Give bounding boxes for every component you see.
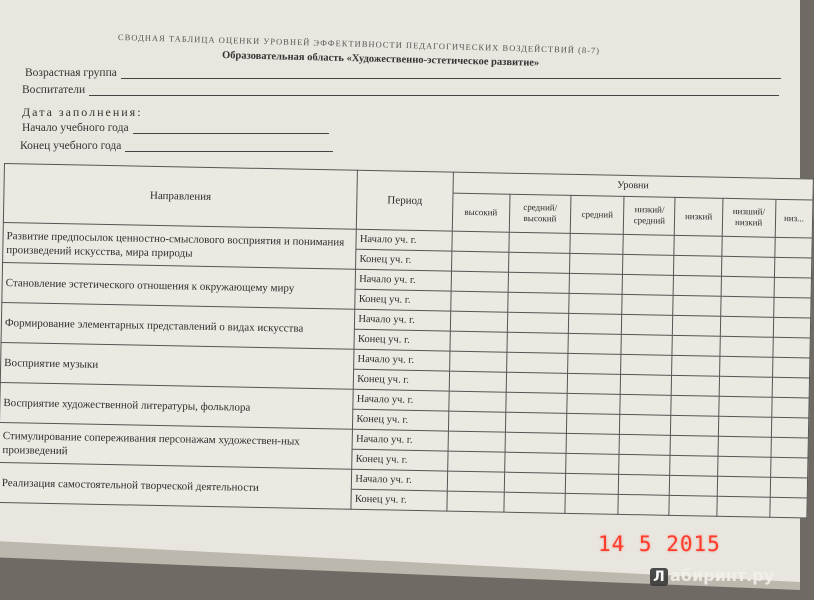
level-cell[interactable] [674,255,722,276]
level-cell[interactable] [721,236,775,257]
level-cell[interactable] [570,233,624,254]
level-cell[interactable] [619,474,671,495]
level-cell[interactable] [565,493,619,514]
level-cell[interactable] [566,433,620,454]
direction-cell: Восприятие музыки [0,342,354,389]
level-mid: средний [570,195,624,234]
period-cell: Конец уч. г. [356,249,452,271]
level-cell[interactable] [775,237,813,258]
level-high: высокий [452,193,510,232]
level-cell[interactable] [619,454,671,475]
period-cell: Начало уч. г. [352,429,448,451]
level-cell[interactable] [771,417,809,438]
level-lowest-low: низший/ низкий [722,198,776,237]
level-cell[interactable] [506,372,568,393]
level-cell[interactable] [450,331,508,352]
year-start-field [22,122,329,134]
level-cell[interactable] [621,354,673,375]
period-cell: Конец уч. г. [354,329,450,351]
level-cell[interactable] [509,232,571,253]
level-cell[interactable] [570,253,624,274]
level-cell[interactable] [773,297,811,318]
level-cell[interactable] [771,437,809,458]
level-cell[interactable] [508,252,570,273]
level-cell[interactable] [448,391,506,412]
level-cell[interactable] [721,276,775,297]
direction-cell: Формирование элементарных представлений о видах искусства [1,302,355,349]
level-cell[interactable] [671,415,719,436]
level-cell[interactable] [452,231,510,252]
level-cell[interactable] [718,416,772,437]
direction-cell: Развитие предпосылок ценностно-смыслового восприятия и понимания произведений искусства, мира природы [3,222,357,269]
document-title: СВОДНАЯ ТАБЛИЦА ОЦЕНКИ УРОВНЕЙ ЭФФЕКТИВНОСТИ ПЕДАГОГИЧЕСКИХ ВОЗДЕЙСТВИЙ (8-7) [117,32,601,56]
level-cell[interactable] [622,294,674,315]
period-cell: Начало уч. г. [355,269,451,291]
level-cell[interactable] [506,352,568,373]
period-header: Период [357,170,453,231]
year-end-label: Конец учебного года [20,140,122,152]
level-cell[interactable] [506,392,568,413]
level-cell[interactable] [770,477,808,498]
age-group-line [121,78,781,79]
level-cell[interactable] [717,476,771,497]
level-cell[interactable] [622,314,674,335]
level-cell[interactable] [674,235,722,256]
level-cell[interactable] [670,475,718,496]
teachers-field [22,84,779,96]
level-low: низкий [675,197,723,236]
level-cell[interactable] [620,414,672,435]
level-cell[interactable] [718,436,772,457]
level-cell[interactable] [566,453,620,474]
level-cell[interactable] [505,432,567,453]
level-cell[interactable] [568,313,622,334]
period-cell: Конец уч. г. [355,289,451,311]
level-cell[interactable] [447,491,505,512]
year-end-line [125,151,333,152]
year-end-field [20,140,333,152]
level-cell[interactable] [774,257,812,278]
level-cell[interactable] [566,413,620,434]
level-cell[interactable] [451,271,509,292]
level-cell[interactable] [569,293,623,314]
level-cell[interactable] [568,353,622,374]
period-cell: Конец уч. г. [353,409,449,431]
level-mid-high: средний/ высокий [509,194,571,233]
level-cell[interactable] [720,296,774,317]
direction-cell: Реализация самостоятельной творческой деятельности [0,462,352,509]
age-group-field [25,67,781,79]
year-start-line [133,133,329,134]
levels-header: Уровни [453,172,814,200]
level-cell[interactable] [504,472,566,493]
level-cell[interactable] [774,277,812,298]
level-cell[interactable] [772,377,810,398]
level-cell[interactable] [672,375,720,396]
level-lowest: низ... [775,199,813,238]
level-cell[interactable] [569,273,623,294]
level-cell[interactable] [770,497,808,518]
table-body [0,222,812,517]
watermark-logo [650,566,774,586]
document-subtitle: Образовательная область «Художественно-эстетическое развитие» [221,50,540,69]
level-cell[interactable] [671,395,719,416]
level-cell[interactable] [672,335,720,356]
level-cell[interactable] [674,275,722,296]
period-cell: Начало уч. г. [354,349,450,371]
level-cell[interactable] [670,435,718,456]
teachers-line [89,95,779,96]
level-cell[interactable] [772,397,810,418]
level-cell[interactable] [620,394,672,415]
level-cell[interactable] [622,274,674,295]
level-cell[interactable] [719,376,773,397]
level-cell[interactable] [673,295,721,316]
teachers-label: Воспитатели [22,84,86,96]
level-cell[interactable] [450,311,508,332]
level-cell[interactable] [451,251,509,272]
level-cell[interactable] [620,374,672,395]
level-cell[interactable] [567,393,621,414]
book-icon: Л [650,568,668,586]
period-cell: Начало уч. г. [355,309,451,331]
level-cell[interactable] [507,332,569,353]
level-cell[interactable] [669,495,717,516]
direction-cell: Восприятие художественной литературы, фольклора [0,382,354,429]
level-cell[interactable] [504,492,566,513]
level-cell[interactable] [448,431,506,452]
level-cell[interactable] [717,456,771,477]
level-cell[interactable] [772,357,810,378]
level-cell[interactable] [720,336,774,357]
level-cell[interactable] [568,333,622,354]
level-cell[interactable] [450,291,508,312]
year-start-label: Начало учебного года [22,122,129,134]
level-cell[interactable] [623,254,675,275]
level-cell[interactable] [567,373,621,394]
level-cell[interactable] [449,371,507,392]
level-cell[interactable] [565,473,619,494]
age-group-label: Возрастная группа [25,67,117,79]
level-cell[interactable] [507,312,569,333]
period-cell: Конец уч. г. [351,489,447,511]
period-cell: Начало уч. г. [353,389,449,411]
level-cell[interactable] [508,272,570,293]
level-cell[interactable] [721,256,775,277]
direction-cell: Становление эстетического отношения к окружающему миру [2,262,356,309]
level-cell[interactable] [448,411,506,432]
level-cell[interactable] [447,451,505,472]
level-cell[interactable] [719,356,773,377]
watermark-text: абиринт.ру [670,566,775,585]
level-cell[interactable] [673,315,721,336]
level-cell[interactable] [670,455,718,476]
assessment-table [0,163,814,518]
level-cell[interactable] [447,471,505,492]
level-cell[interactable] [619,434,671,455]
period-cell: Начало уч. г. [352,469,448,491]
level-cell[interactable] [449,351,507,372]
level-cell[interactable] [505,412,567,433]
level-cell[interactable] [773,317,811,338]
level-cell[interactable] [716,496,770,517]
level-low-mid: низкий/ средний [623,196,675,235]
period-cell: Конец уч. г. [352,449,448,471]
level-cell[interactable] [718,396,772,417]
level-cell[interactable] [773,337,811,358]
date-heading: Дата заполнения: [22,105,143,119]
direction-cell: Стимулирование сопереживания персонажам художествен-ных произведений [0,422,353,469]
period-cell: Конец уч. г. [354,369,450,391]
date-stamp: 14 5 2015 [598,532,721,556]
level-cell[interactable] [505,452,567,473]
level-cell[interactable] [621,334,673,355]
level-cell[interactable] [720,316,774,337]
level-cell[interactable] [672,355,720,376]
level-cell[interactable] [618,494,670,515]
level-cell[interactable] [623,234,675,255]
level-cell[interactable] [508,292,570,313]
directions-header: Направления [3,164,357,230]
period-cell: Начало уч. г. [356,229,452,251]
level-cell[interactable] [770,457,808,478]
